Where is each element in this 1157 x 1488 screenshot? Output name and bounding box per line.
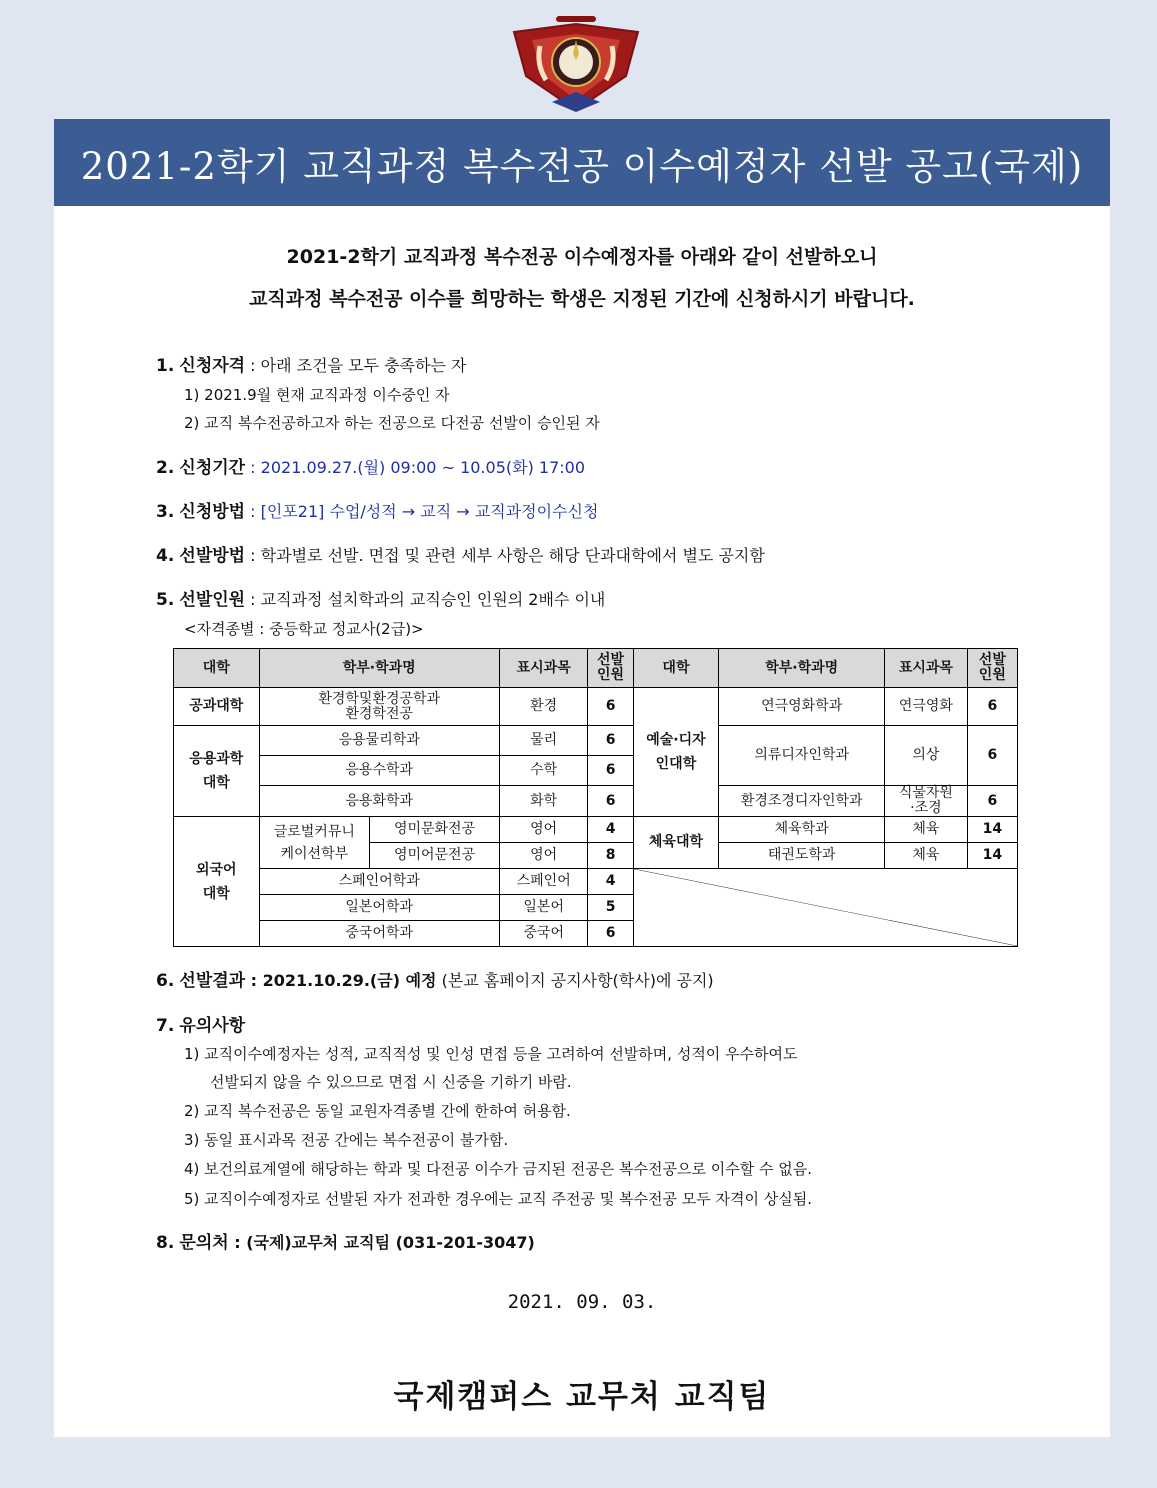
- section-title: 유의사항: [179, 1016, 246, 1036]
- issuer-signature: 국제캠퍼스 교무처 교직팀: [393, 1379, 771, 1415]
- quota-cell: 4: [588, 869, 633, 895]
- section-notes: [156, 1011, 245, 1036]
- section-text: : [인포21] 수업/성적 → 교직 → 교직과정이수신청: [245, 502, 599, 521]
- dept-cell: 중국어학과: [259, 921, 499, 947]
- subject-cell: 일본어: [499, 895, 588, 921]
- section-number: 4.: [156, 546, 175, 566]
- note-item: 3) 동일 표시과목 전공 간에는 복수전공이 불가함.: [184, 1131, 509, 1149]
- subject-cell: 영어: [499, 843, 588, 869]
- section-number: 8.: [156, 1233, 175, 1253]
- quota-cell: 4: [588, 817, 633, 843]
- header-dept: 학부·학과명: [719, 649, 885, 688]
- dept-cell: 영미문화전공: [370, 817, 500, 843]
- page-title: 2021-2학기 교직과정 복수전공 이수예정자 선발 공고(국제): [80, 144, 1084, 188]
- subject-cell: 스페인어: [499, 869, 588, 895]
- quota-cell: 8: [588, 843, 633, 869]
- section-text: : 아래 조건을 모두 충족하는 자: [245, 356, 467, 375]
- notice-body: [54, 206, 1110, 1437]
- header-subject: 표시과목: [499, 649, 588, 688]
- header-quota: 선발 인원: [588, 649, 633, 688]
- subject-cell: 수학: [499, 756, 588, 786]
- quota-cell: 14: [967, 843, 1017, 869]
- section-result: [156, 966, 714, 991]
- dept-cell: 태권도학과: [719, 843, 885, 869]
- subject-cell: 화학: [499, 786, 588, 817]
- quota-cell: 14: [967, 817, 1017, 843]
- intro: [54, 236, 1110, 320]
- table-row: [174, 817, 1018, 843]
- section-contact: [156, 1228, 535, 1253]
- eligibility-item-2: 2) 교직 복수전공하고자 하는 전공으로 다전공 선발이 승인된 자: [184, 414, 600, 432]
- note-item: 4) 보건의료계열에 해당하는 학과 및 다전공 이수가 금지된 전공은 복수전공으로 이수할 수 없음.: [184, 1160, 813, 1178]
- qualification-type: <자격종별 : 중등학교 정교사(2급)>: [184, 620, 424, 638]
- diagonal-line: [634, 869, 1017, 946]
- section-number: 2.: [156, 458, 175, 478]
- section-selection-method: [156, 541, 765, 566]
- subject-cell: 연극영화: [885, 688, 967, 726]
- quota-cell: 6: [967, 726, 1017, 786]
- section-number: 7.: [156, 1016, 175, 1036]
- section-text: : 2021.09.27.(월) 09:00 ~ 10.05(화) 17:00: [245, 458, 586, 477]
- header-college: 대학: [174, 649, 260, 688]
- subject-cell: 영어: [499, 817, 588, 843]
- quota-cell: 6: [588, 688, 633, 726]
- dept-cell: 응용수학과: [259, 756, 499, 786]
- quota-cell: 6: [588, 726, 633, 756]
- subject-cell: 중국어: [499, 921, 588, 947]
- college-cell: 예술·디자 인대학: [633, 688, 719, 817]
- section-title: 신청방법: [179, 502, 246, 522]
- college-cell: 공과대학: [174, 688, 260, 726]
- section-period: [156, 453, 585, 478]
- subject-cell: 식물자원 ·조경: [885, 786, 967, 817]
- table-row: [174, 726, 1018, 756]
- intro-line-1: 2021-2학기 교직과정 복수전공 이수예정자를 아래와 같이 선발하오니: [286, 246, 878, 268]
- section-title: 선발결과: [179, 971, 246, 991]
- subject-cell: 환경: [499, 688, 588, 726]
- subject-cell: 물리: [499, 726, 588, 756]
- quota-cell: 6: [967, 786, 1017, 817]
- section-number: 6.: [156, 971, 175, 991]
- subject-cell: 체육: [885, 843, 967, 869]
- college-cell: 응용과학 대학: [174, 726, 260, 817]
- section-eligibility: [156, 351, 466, 376]
- group-cell: 글로벌커뮤니 케이션학부: [259, 817, 370, 869]
- section-text: (본교 홈페이지 공지사항(학사)에 공지): [436, 971, 714, 990]
- section-quota: [156, 585, 605, 610]
- eligibility-item-1: 1) 2021.9월 현재 교직과정 이수중인 자: [184, 386, 450, 404]
- section-title: 신청자격: [179, 356, 246, 376]
- dept-cell: 일본어학과: [259, 895, 499, 921]
- dept-cell: 체육학과: [719, 817, 885, 843]
- quota-cell: 6: [588, 921, 633, 947]
- table-row: [174, 869, 1018, 895]
- college-cell: 외국어 대학: [174, 817, 260, 947]
- dept-cell: 스페인어학과: [259, 869, 499, 895]
- dept-cell: 연극영화학과: [719, 688, 885, 726]
- header-subject: 표시과목: [885, 649, 967, 688]
- notice-date: 2021. 09. 03.: [507, 1291, 657, 1313]
- note-item: 1) 교직이수예정자는 성적, 교직적성 및 인성 면접 등을 고려하여 선발하며, 성적이 우수하여도: [184, 1045, 798, 1063]
- section-method: [156, 497, 598, 522]
- university-emblem-icon: [506, 10, 646, 114]
- intro-line-2: 교직과정 복수전공 이수를 희망하는 학생은 지정된 기간에 신청하시기 바랍니다.: [249, 288, 915, 310]
- subject-cell: 체육: [885, 817, 967, 843]
- quota-cell: 6: [588, 786, 633, 817]
- college-cell: 체육대학: [633, 817, 719, 869]
- section-title: 선발방법: [179, 546, 246, 566]
- quota-table: [173, 648, 1018, 947]
- section-text-bold: : 2021.10.29.(금) 예정: [245, 971, 437, 990]
- table-row: [174, 786, 1018, 817]
- quota-cell: 6: [588, 756, 633, 786]
- section-title: 선발인원: [179, 590, 246, 610]
- note-item: 2) 교직 복수전공은 동일 교원자격종별 간에 한하여 허용함.: [184, 1102, 571, 1120]
- section-text: : 교직과정 설치학과의 교직승인 인원의 2배수 이내: [245, 590, 606, 609]
- section-title: 신청기간: [179, 458, 246, 478]
- section-title: 문의처: [179, 1233, 229, 1253]
- note-item-continued: 선발되지 않을 수 있으므로 면접 시 신중을 기하기 바람.: [210, 1073, 572, 1091]
- empty-diagonal-cell: [633, 869, 1017, 947]
- section-text: : (국제)교무처 교직팀 (031-201-3047): [228, 1233, 535, 1252]
- table-header-row: [174, 649, 1018, 688]
- section-number: 3.: [156, 502, 175, 522]
- subject-cell: 의상: [885, 726, 967, 786]
- dept-cell: 환경조경디자인학과: [719, 786, 885, 817]
- dept-cell: 환경학및환경공학과 환경학전공: [259, 688, 499, 726]
- title-banner: [54, 119, 1110, 206]
- table-row: [174, 688, 1018, 726]
- quota-cell: 6: [967, 688, 1017, 726]
- dept-cell: 영미어문전공: [370, 843, 500, 869]
- section-number: 1.: [156, 356, 175, 376]
- section-number: 5.: [156, 590, 175, 610]
- header-quota: 선발 인원: [967, 649, 1017, 688]
- quota-cell: 5: [588, 895, 633, 921]
- header-college: 대학: [633, 649, 719, 688]
- dept-cell: 응용물리학과: [259, 726, 499, 756]
- section-text: : 학과별로 선발. 면접 및 관련 세부 사항은 해당 단과대학에서 별도 공지함: [245, 546, 765, 565]
- dept-cell: 응용화학과: [259, 786, 499, 817]
- dept-cell: 의류디자인학과: [719, 726, 885, 786]
- header-dept: 학부·학과명: [259, 649, 499, 688]
- note-item: 5) 교직이수예정자로 선발된 자가 전과한 경우에는 교직 주전공 및 복수전공 모두 자격이 상실됨.: [184, 1190, 813, 1208]
